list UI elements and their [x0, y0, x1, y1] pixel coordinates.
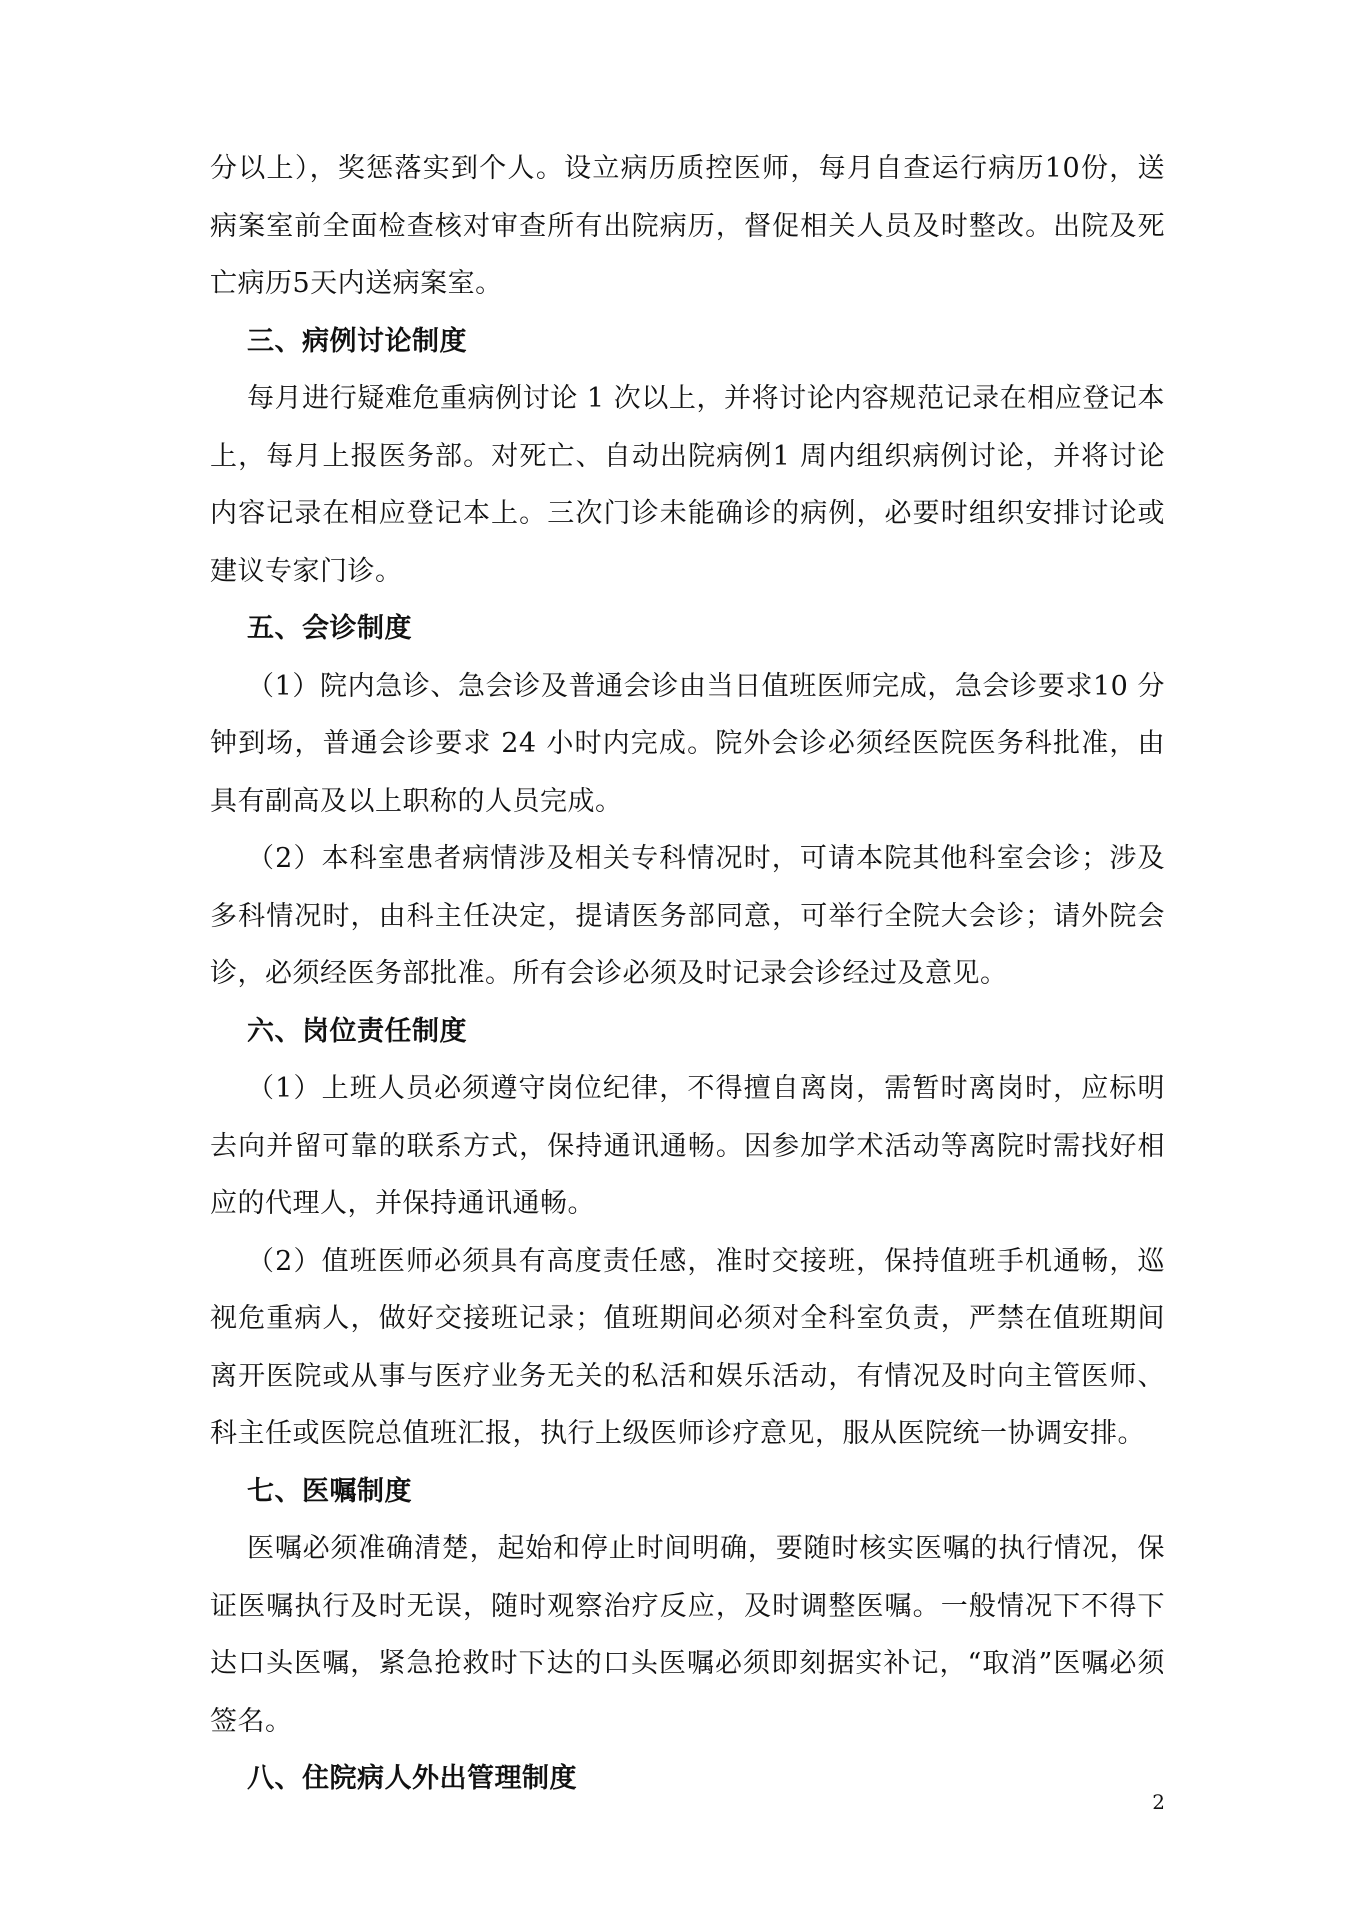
- heading-case-discussion: 三、病例讨论制度: [247, 325, 467, 357]
- heading-inpatient-leave: 八、住院病人外出管理制度: [247, 1763, 577, 1794]
- paragraph-job-responsibility-2: （2）值班医师必须具有高度责任感，准时交接班，保持值班手机通畅，巡视危重病人，做好交接班记录；值班期间必须对全科室负责，严禁在值班期间离开医院或从事与医疗业务无关的私活和娱乐活动，有情况及时向主管医师、科主任或医院总值班汇报，执行上级医师诊疗意见，服从医院统一协调安排。: [210, 1245, 1165, 1449]
- paragraph-job-responsibility-1: （1）上班人员必须遵守岗位纪律，不得擅自离岗，需暂时离岗时，应标明去向并留可靠的联系方式，保持通讯通畅。因参加学术活动等离院时需找好相应的代理人，并保持通讯通畅。: [210, 1073, 1165, 1219]
- document-body: [210, 140, 1165, 1808]
- paragraph-medical-orders: 医嘱必须准确清楚，起始和停止时间明确，要随时核实医嘱的执行情况，保证医嘱执行及时无误，随时观察治疗反应，及时调整医嘱。一般情况下不得下达口头医嘱，紧急抢救时下达的口头医嘱必须即刻据实补记，“取消”医嘱必须签名。: [210, 1533, 1165, 1737]
- heading-job-responsibility: 六、岗位责任制度: [247, 1015, 467, 1047]
- paragraph-consultation-2: （2）本科室患者病情涉及相关专科情况时，可请本院其他科室会诊；涉及多科情况时，由科主任决定，提请医务部同意，可举行全院大会诊；请外院会诊，必须经医务部批准。所有会诊必须及时记录会诊经过及意见。: [210, 843, 1165, 989]
- paragraph-medical-record-quality: 分以上），奖惩落实到个人。设立病历质控医师，每月自查运行病历10份，送病案室前全面检查核对审查所有出院病历，督促相关人员及时整改。出院及死亡病历5天内送病案室。: [210, 153, 1165, 299]
- heading-consultation: 五、会诊制度: [247, 613, 412, 644]
- paragraph-consultation-1: （1）院内急诊、急会诊及普通会诊由当日值班医师完成，急会诊要求10 分钟到场，普通会诊要求 24 小时内完成。院外会诊必须经医院医务科批准，由具有副高及以上职称的人员完成。: [210, 670, 1165, 817]
- page-number: 2: [1152, 1790, 1165, 1814]
- paragraph-case-discussion: 每月进行疑难危重病例讨论 1 次以上，并将讨论内容规范记录在相应登记本上，每月上报医务部。对死亡、自动出院病例1 周内组织病例讨论，并将讨论内容记录在相应登记本上。三次门诊未能确诊的病例，必要时组织安排讨论或建议专家门诊。: [210, 383, 1165, 587]
- heading-medical-orders: 七、医嘱制度: [247, 1475, 412, 1507]
